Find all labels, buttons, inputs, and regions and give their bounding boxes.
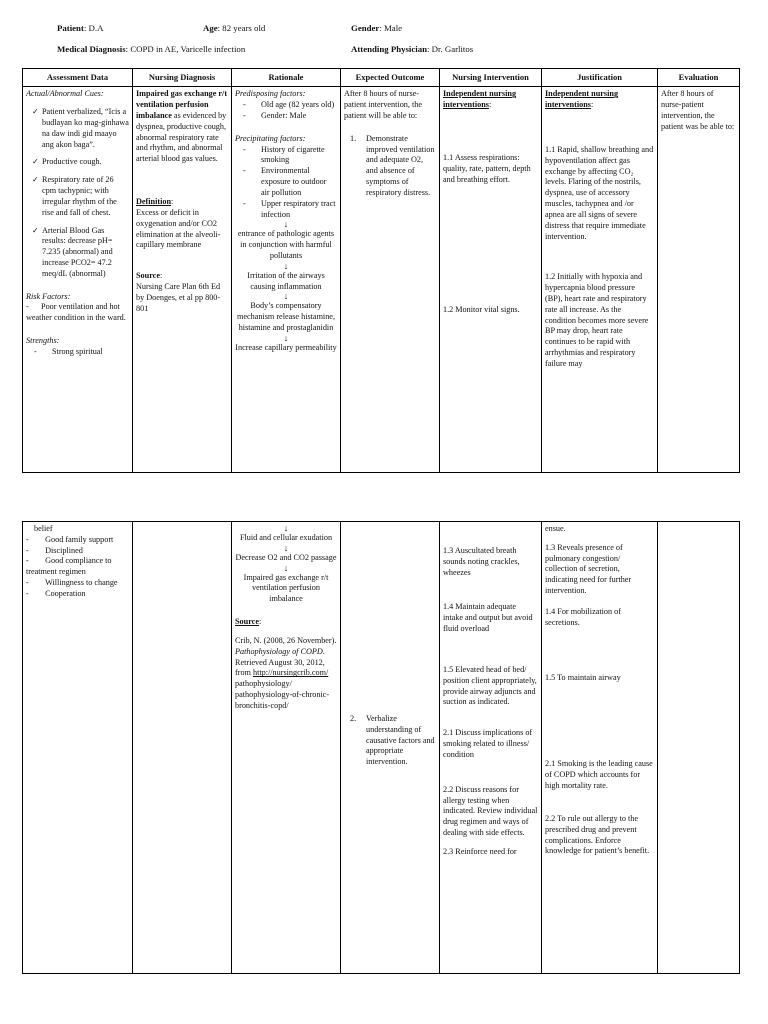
- check-icon: ✓: [32, 107, 39, 117]
- down-arrow-icon: ↓: [283, 291, 289, 302]
- strengths-list: [26, 535, 129, 600]
- cue-item: ✓ Productive cough.: [32, 157, 102, 167]
- intervention-item: 1.1 Assess respirations: quality, rate, pattern, depth and breathing effort.: [443, 152, 531, 184]
- source-heading: Source:: [136, 271, 163, 281]
- cues-title: Actual/Abnormal Cues:: [26, 89, 104, 99]
- patient-label: Patient: [57, 23, 84, 33]
- diagnosis-label: Medical Diagnosis: [57, 44, 126, 54]
- outcome-intro: After 8 hours of nurse-patient intervention, the patient will be able to:: [344, 89, 422, 120]
- dash-marker: -: [243, 166, 246, 176]
- evaluation-text: After 8 hours of nurse-patient intervention, the patient was be able to:: [661, 89, 735, 131]
- diagnosis-cell: [133, 87, 232, 473]
- assessment-cell: [23, 87, 133, 473]
- intervention-item: 1.4 Maintain adequate intake and output but avoid fluid overload: [443, 602, 533, 634]
- flow-step: Body’s compensatory mechanism release histamine, histamine and prostaglanidin: [237, 301, 335, 333]
- diagnosis-line: [57, 44, 245, 56]
- predisposing-item: - Old age (82 years old): [243, 100, 335, 110]
- patient-line: [57, 23, 103, 35]
- intervention-item: 2.1 Discuss implications of smoking related to illness/ condition: [443, 728, 533, 759]
- precipitating-title: Precipitating factors:: [235, 133, 306, 143]
- source-label: Source: [235, 617, 259, 627]
- risk-item: - Poor ventilation and hot weather condition in the ward.: [26, 302, 126, 323]
- dash-marker: -: [26, 578, 46, 588]
- physician-value: : Dr. Garlitos: [427, 44, 474, 54]
- risk-title: Risk Factors:: [26, 291, 71, 301]
- outcome-item: 2. Verbalize understanding of causative factors and appropriate intervention.: [350, 714, 435, 767]
- dash-marker: -: [26, 588, 46, 598]
- outcome-cell: [341, 522, 440, 974]
- check-icon: ✓: [32, 225, 39, 235]
- dash-marker: -: [26, 545, 46, 555]
- gender-line: [351, 23, 402, 35]
- diagnosis-value: : COPD in AE, Varicelle infection: [125, 44, 246, 54]
- care-plan-table-page-2: [22, 521, 740, 974]
- care-plan-table-page-1: [22, 68, 740, 473]
- gender-value: : Male: [379, 23, 403, 33]
- cues-list: [26, 107, 129, 280]
- col-header-outcome: Expected Outcome: [341, 69, 440, 87]
- cue-item: ✓ Respiratory rate of 26 cpm tachypnic; with irregular rhythm of the rise and fall of chest.: [32, 175, 117, 217]
- flow-step: Impaired gas exchange r/t ventilation perfusion imbalance: [243, 572, 329, 604]
- justification-continued: ensue.: [545, 524, 566, 533]
- source-label: Source: [136, 271, 160, 281]
- source-heading: Source:: [235, 617, 262, 627]
- strength-item: - Good family support: [26, 534, 114, 544]
- cue-item: ✓ Arterial Blood Gas results: decrease pH= 7.235 (abnormal) and increase PCO2= 47.2 meq/dL (abnormal): [32, 225, 113, 278]
- citation: Crib, N. (2008, 26 November). Pathophysiology of COPD. Retrieved August 30, 2012, from http://nursingcrib.com/ pathophysiology/ pathophysiology-of-chronic-bronchitis-copd/: [235, 635, 337, 710]
- intervention-item: 1.2 Monitor vital signs.: [443, 305, 520, 315]
- down-arrow-icon: ↓: [283, 260, 289, 271]
- justification-item: 1.3 Reveals presence of pulmonary congestion/ collection of secretion, indicating need for further intervention.: [545, 542, 632, 596]
- justification-item: 2.2 To rule out allergy to the prescribed drug and prevent complications. Enforce knowledge for patient’s benefit.: [545, 813, 650, 856]
- dash-marker: -: [26, 556, 46, 566]
- intervention-heading: Independent nursing interventions:: [443, 89, 517, 110]
- dash-marker: -: [26, 302, 42, 312]
- diagnosis-cell: [133, 522, 232, 974]
- justification-heading: Independent nursing interventions:: [545, 89, 619, 110]
- col-header-intervention: Nursing Intervention: [440, 69, 542, 87]
- flow-step: Fluid and cellular exudation: [239, 533, 333, 542]
- precipitating-list: [235, 145, 337, 221]
- intervention-cell: [440, 522, 542, 974]
- flow-step: Increase capillary permeability: [235, 342, 337, 352]
- outcome-list: [344, 134, 436, 199]
- assessment-cell: [23, 522, 133, 974]
- check-icon: ✓: [32, 175, 39, 185]
- intervention-item: 1.5 Elevated head of bed/ position client appropriately, provide airway adjuncts and suction as indicated.: [443, 664, 537, 707]
- intervention-item: 2.2 Discuss reasons for allergy testing when indicated. Review individual drug regimen and ways of dealing with side effects.: [443, 784, 538, 838]
- strengths-list: [26, 347, 129, 358]
- diagnosis-statement: [136, 89, 228, 165]
- predisposing-item: - Gender: Male: [243, 110, 307, 120]
- col-header-diagnosis: Nursing Diagnosis: [133, 69, 232, 87]
- gender-label: Gender: [351, 23, 380, 33]
- diagnosis-title: Impaired gas exchange r/t ventilation perfusion imbalance: [136, 89, 228, 120]
- physician-line: [351, 44, 473, 56]
- down-arrow-icon: ↓: [283, 332, 289, 343]
- patient-value: : D.A: [83, 23, 104, 33]
- justification-item: 1.4 For mobilization of secretions.: [545, 606, 621, 627]
- dash-marker: -: [243, 198, 246, 208]
- dash-marker: -: [243, 100, 246, 110]
- dash-marker: -: [243, 144, 246, 154]
- cue-item: ✓ Patient verbalized, “Icis a budlayan ko mag-ginhawa na daw indi gid maayo ang akon baga”.: [32, 107, 129, 149]
- intervention-item: 2.3 Reinforce need for: [443, 846, 517, 856]
- precipitating-item: - History of cigarette smoking: [243, 144, 325, 165]
- intervention-cell: [440, 87, 542, 473]
- physician-label: Attending Physician: [351, 44, 428, 54]
- definition-heading: Definition:: [136, 197, 174, 207]
- predisposing-list: [235, 100, 337, 122]
- flow-step: Irritation of the airways causing inflammation: [247, 270, 325, 291]
- strengths-title: Strengths:: [26, 336, 60, 346]
- outcome-item: 1. Demonstrate improved ventilation and adequate O2, and absence of symptoms of respiratory distress.: [350, 133, 435, 197]
- age-line: [203, 23, 265, 35]
- precipitating-item: - Environmental exposure to outdoor air pollution: [243, 166, 327, 197]
- strength-item: - Disciplined: [26, 545, 83, 555]
- precipitating-item: - Upper respiratory tract infection: [243, 198, 336, 219]
- citation-link[interactable]: http://nursingcrib.com/: [252, 668, 329, 678]
- assessment-continued: belief: [34, 524, 53, 533]
- justification-title: Independent nursing interventions: [545, 89, 619, 110]
- rationale-cell: [232, 522, 341, 974]
- intervention-title: Independent nursing interventions: [443, 89, 517, 110]
- diagnosis-body: as evidenced by dyspnea, productive cough, abnormal respiratory rate and rhythm, and abnormal arterial blood gas values.: [136, 110, 227, 164]
- evaluation-cell: [658, 87, 740, 473]
- down-arrow-icon: ↓: [283, 562, 289, 573]
- strength-item: - Willingness to change: [26, 578, 118, 588]
- flow-step: Decrease O2 and CO2 passage: [235, 552, 337, 562]
- strength-item: - Strong spiritual: [34, 346, 103, 356]
- risk-list: [26, 302, 129, 324]
- age-label: Age: [203, 23, 218, 33]
- source-text: Nursing Care Plan 6th Ed by Doenges, et al pp 800-801: [136, 281, 221, 313]
- flow-step: entrance of pathologic agents in conjunction with harmful pollutants: [237, 229, 335, 260]
- check-icon: ✓: [32, 157, 39, 167]
- definition-label: Definition: [136, 197, 172, 207]
- col-header-assessment: Assessment Data: [23, 69, 133, 87]
- strength-item: - Cooperation: [26, 588, 86, 598]
- down-arrow-icon: ↓: [283, 219, 289, 230]
- justification-item: 1.2 Initially with hypoxia and hypercapnia blood pressure (BP), heart rate and respiratory rate all increase. As the condition becomes more severe BP may drop, heart rate continues to be rapid with arrhythmias and respiratory failure may: [545, 272, 649, 368]
- outcome-list: [344, 714, 436, 768]
- justification-cell: [542, 87, 658, 473]
- intervention-item: 1.3 Auscultated breath sounds noting crackles, wheezes: [443, 546, 520, 577]
- justification-cell: [542, 522, 658, 974]
- justification-item: 2.1 Smoking is the leading cause of COPD which accounts for high mortality rate.: [545, 759, 653, 791]
- dash-marker: -: [34, 346, 37, 356]
- down-arrow-icon: ↓: [283, 523, 289, 533]
- strength-item: - Good compliance to treatment regimen: [26, 556, 112, 577]
- evaluation-cell: [658, 522, 740, 974]
- down-arrow-icon: ↓: [283, 542, 289, 553]
- predisposing-title: Predisposing factors:: [235, 89, 306, 99]
- col-header-rationale: Rationale: [232, 69, 341, 87]
- age-value: : 82 years old: [217, 23, 266, 33]
- dash-marker: -: [26, 534, 46, 544]
- col-header-justification: Justification: [542, 69, 658, 87]
- col-header-evaluation: Evaluation: [658, 69, 740, 87]
- definition-text: Excess or deficit in oxygenation and/or CO2 elimination at the alveoli-capillary membrane: [136, 207, 221, 250]
- rationale-cell: [232, 87, 341, 473]
- justification-item: 1.1 Rapid, shallow breathing and hypoventilation affect gas exchange by affecting CO₂ levels. Flaring of the nostrils, dyspnea, use of accessory muscles, tachypnea and /or apnea are all signs of severe distress that require immediate intervention.: [545, 144, 654, 241]
- dash-marker: -: [243, 110, 246, 120]
- justification-item: 1.5 To maintain airway: [545, 672, 621, 682]
- citation-title: Pathophysiology of COPD: [235, 646, 323, 656]
- outcome-cell: [341, 87, 440, 473]
